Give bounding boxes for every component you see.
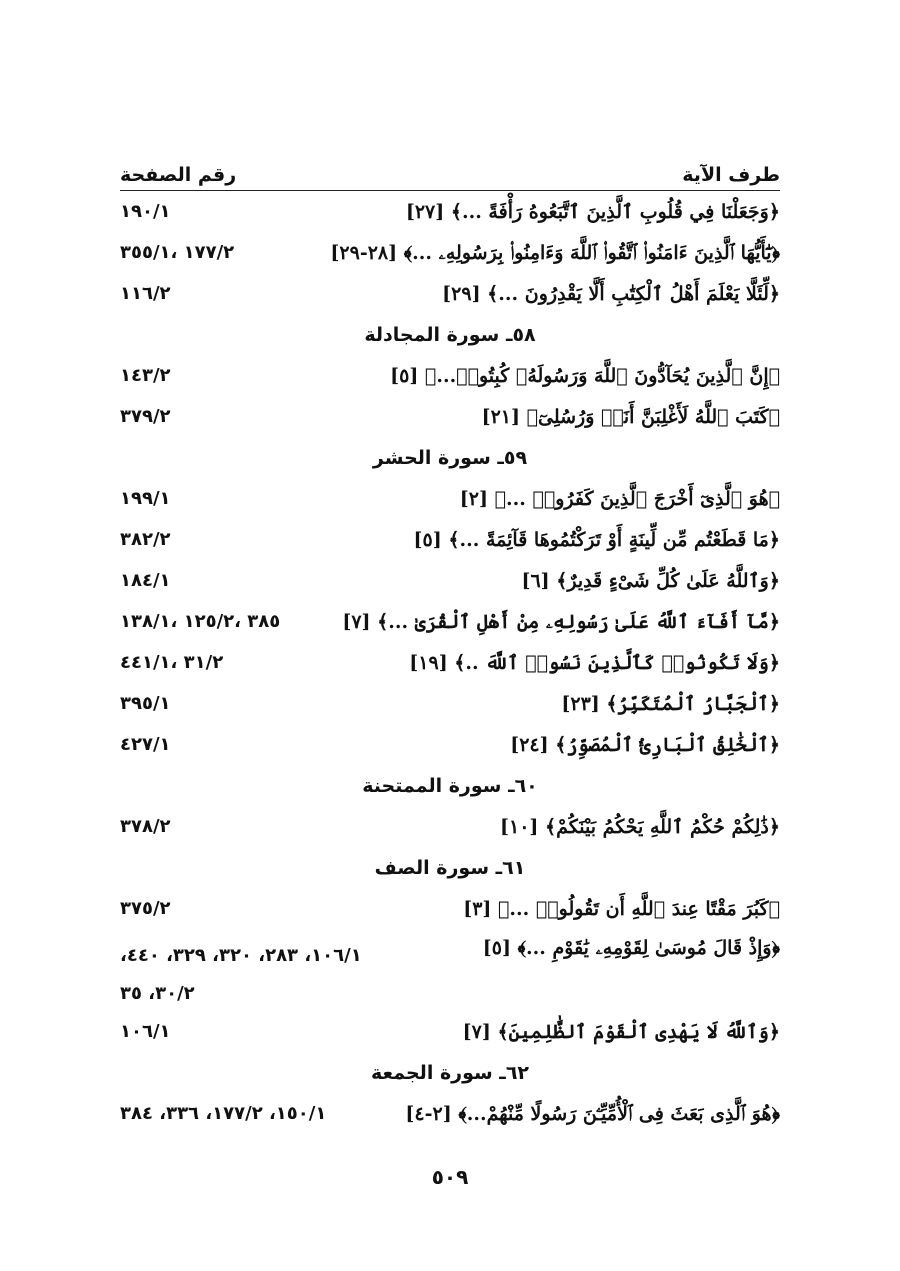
page-number: ٥٠٩ bbox=[431, 1165, 469, 1189]
surah-heading: ٦٠ـ سورة الممتحنة bbox=[362, 774, 538, 797]
table-header bbox=[120, 150, 780, 191]
page-reference: ١٠٦/١، ٢٨٣، ٣٢٠، ٣٢٩، ٤٤٠، ٣٠/٢، ٣٥ bbox=[120, 945, 362, 1004]
verse-heading: طرف الآية bbox=[682, 164, 780, 186]
surah-heading: ٥٨ـ سورة المجادلة bbox=[364, 323, 536, 346]
index-row bbox=[120, 806, 780, 847]
verse-text: ﴿كَبُرَ مَقْتًا عِندَ ٱللَّهِ أَن تَقُولُوا۟ ...﴾ [٣] bbox=[463, 897, 780, 920]
index-row bbox=[120, 478, 780, 519]
surah-heading: ٥٩ـ سورة الحشر bbox=[372, 446, 528, 469]
index-row bbox=[120, 191, 780, 232]
index-row bbox=[120, 519, 780, 560]
verse-text: ﴿يَٰٓأَيُّهَا ٱلَّذِينَ ءَامَنُوا۟ ٱتَّقُوا۟ ٱللَّهَ وَءَامِنُوا۟ بِرَسُولِهِۦ ...﴾ [٢٨-٢٩] bbox=[330, 241, 780, 264]
index-row bbox=[120, 642, 780, 683]
page-reference: ٣٧٩/٢ bbox=[120, 406, 171, 427]
surah-heading: ٦١ـ سورة الصف bbox=[374, 856, 526, 879]
index-row bbox=[120, 888, 780, 929]
verse-text: ﴿إِنَّ ٱلَّذِينَ يُحَآدُّونَ ٱللَّهَ وَرَسُولَهُۥ كُبِتُوا۟...﴾ [٥] bbox=[390, 364, 780, 387]
page-reference: ٣٨٢/٢ bbox=[120, 529, 171, 550]
verse-text: ﴿ٱلْجَبَّارُ ٱلْمُتَكَبِّرُ﴾ [٢٣] bbox=[561, 692, 780, 715]
index-row bbox=[120, 273, 780, 314]
page-reference: ٣١/٢ ،٤٤١/١ bbox=[120, 652, 224, 673]
index-row bbox=[120, 1011, 780, 1052]
index-row bbox=[120, 396, 780, 437]
page-reference: ١١٦/٢ bbox=[120, 283, 171, 304]
verse-text: ﴿وَلَا تَكُونُوا۟ كَٱلَّذِينَ نَسُوا۟ ٱللَّهَ ..﴾ [١٩] bbox=[409, 651, 780, 674]
index-row bbox=[120, 1093, 780, 1134]
verse-text: ﴿وَجَعَلْنَا فِي قُلُوبِ ٱلَّذِينَ ٱتَّبَعُوهُ رَأْفَةً ...﴾ [٢٧] bbox=[405, 200, 780, 223]
verse-text: ﴿مَّآ أَفَآءَ ٱللَّهُ عَلَىٰ رَسُولِهِۦ مِنْ أَهْلِ ٱلْقُرَىٰ ...﴾ [٧] bbox=[342, 610, 780, 633]
page-reference: ٣٩٥/١ bbox=[120, 693, 171, 714]
page-reference: ١٨٤/١ bbox=[120, 570, 171, 591]
page-reference: ٤٢٧/١ bbox=[120, 734, 171, 755]
page-reference: ٣٨٥ ،١٢٥/٢ ،١٣٨/١ bbox=[120, 611, 281, 632]
surah-heading: ٦٢ـ سورة الجمعة bbox=[371, 1061, 530, 1084]
verse-text: ﴿وَٱللَّهُ عَلَىٰ كُلِّ شَىْءٍ قَدِيرٌ﴾ [٦] bbox=[521, 569, 780, 592]
index-row bbox=[120, 683, 780, 724]
verse-text: ﴿لِّئَلَّا يَعْلَمَ أَهْلُ ٱلْكِتَٰبِ أَلَّا يَقْدِرُونَ ...﴾ [٢٩] bbox=[442, 282, 780, 305]
verse-text: ﴿وَٱللَّهُ لَا يَهْدِى ٱلْقَوْمَ ٱلظَّٰلِمِينَ﴾ [٧] bbox=[462, 1020, 780, 1043]
page-reference: ١٤٣/٢ bbox=[120, 365, 171, 386]
index-row bbox=[120, 232, 780, 273]
index-page bbox=[120, 150, 780, 1134]
verse-text: ﴿وَإِذْ قَالَ مُوسَىٰ لِقَوْمِهِۦ يَٰقَوْمِ ...﴾ [٥] bbox=[482, 937, 780, 959]
page-reference: ١٥٠/١، ١٧٧/٢، ٣٣٦، ٣٨٤ bbox=[120, 1103, 327, 1124]
verse-text: ﴿كَتَبَ ٱللَّهُ لَأَغْلِبَنَّ أَنَا۠ وَرُسُلِىٓ﴾ [٢١] bbox=[481, 405, 780, 428]
page-reference: ١٠٦/١ bbox=[120, 1021, 171, 1042]
index-row bbox=[120, 724, 780, 765]
index-row bbox=[120, 929, 780, 1011]
page-reference: ١٩٠/١ bbox=[120, 201, 171, 222]
index-row bbox=[120, 560, 780, 601]
page-reference: ٣٧٨/٢ bbox=[120, 816, 171, 837]
page-reference: ١٩٩/١ bbox=[120, 488, 171, 509]
page-reference: ٣٧٥/٢ bbox=[120, 898, 171, 919]
verse-text: ﴿هُوَ ٱلَّذِىٓ أَخْرَجَ ٱلَّذِينَ كَفَرُوا۟ ...﴾ [٢] bbox=[459, 487, 780, 510]
index-row bbox=[120, 355, 780, 396]
verse-text: ﴿هُوَ ٱلَّذِى بَعَثَ فِى ٱلْأُمِّيِّـۧنَ رَسُولًا مِّنْهُمْ...﴾ [٢-٤] bbox=[405, 1102, 780, 1125]
verse-text: ﴿مَا قَطَعْتُم مِّن لِّينَةٍ أَوْ تَرَكْتُمُوهَا قَآئِمَةً ...﴾ [٥] bbox=[413, 528, 780, 551]
verse-text: ﴿ٱلْخَٰلِقُ ٱلْبَارِئُ ٱلْمُصَوِّرُ﴾ [٢٤] bbox=[510, 733, 780, 756]
page-reference: ١٧٧/٢ ،٣٥٥/١ bbox=[120, 242, 235, 263]
page-heading: رقم الصفحة bbox=[120, 164, 237, 186]
verse-text: ﴿ذَٰلِكُمْ حُكْمُ ٱللَّهِ يَحْكُمُ بَيْنَكُمْ﴾ [١٠] bbox=[499, 815, 780, 838]
index-row bbox=[120, 601, 780, 642]
